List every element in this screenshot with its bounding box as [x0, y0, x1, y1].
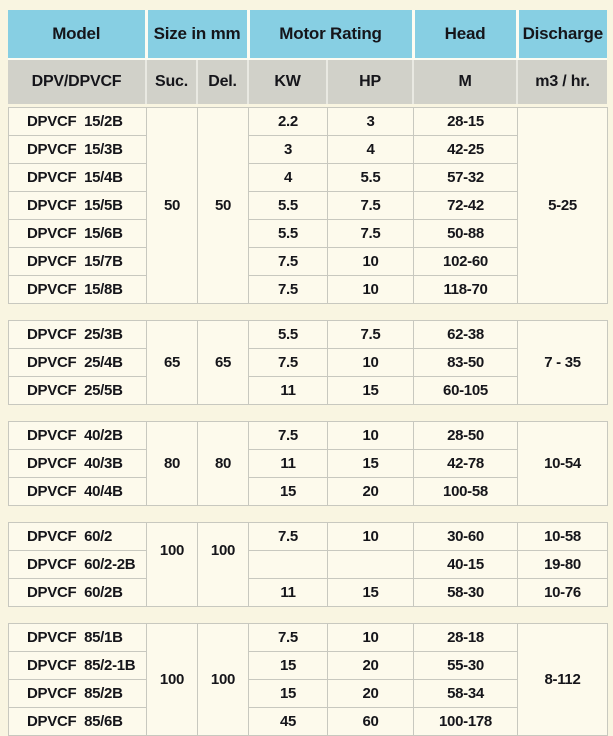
head-cell: 100-58 [414, 478, 518, 506]
kw-cell: 11 [249, 377, 328, 405]
col-header-model: Model [8, 10, 146, 59]
kw-cell: 7.5 [249, 349, 328, 377]
suction-size-cell: 65 [147, 321, 198, 405]
table-row [9, 624, 608, 652]
model-cell: DPVCF 85/2-1B [9, 652, 147, 680]
hp-cell: 20 [328, 680, 414, 708]
kw-cell: 7.5 [249, 523, 328, 551]
hp-cell: 3 [328, 108, 414, 136]
delivery-size-cell: 100 [198, 624, 249, 736]
head-cell: 62-38 [414, 321, 518, 349]
spec-table-group-5 [8, 623, 608, 736]
hp-cell: 15 [328, 450, 414, 478]
model-cell: DPVCF 15/4B [9, 164, 147, 192]
head-cell: 72-42 [414, 192, 518, 220]
subheader-delivery: Del. [197, 59, 248, 104]
model-cell: DPVCF 15/3B [9, 136, 147, 164]
col-header-discharge: Discharge [517, 10, 607, 59]
hp-cell: 7.5 [328, 220, 414, 248]
discharge-cell: 8-112 [518, 624, 608, 736]
kw-cell: 45 [249, 708, 328, 736]
model-cell: DPVCF 15/7B [9, 248, 147, 276]
head-cell: 30-60 [414, 523, 518, 551]
suction-size-cell: 100 [147, 523, 198, 607]
hp-cell: 20 [328, 478, 414, 506]
kw-cell: 5.5 [249, 321, 328, 349]
col-header-head: Head [413, 10, 517, 59]
kw-cell: 7.5 [249, 422, 328, 450]
model-cell: DPVCF 15/5B [9, 192, 147, 220]
model-cell: DPVCF 15/8B [9, 276, 147, 304]
model-cell: DPVCF 25/3B [9, 321, 147, 349]
hp-cell: 15 [328, 579, 414, 607]
kw-cell: 7.5 [249, 276, 328, 304]
discharge-cell: 5-25 [518, 108, 608, 304]
delivery-size-cell: 65 [198, 321, 249, 405]
kw-cell [249, 551, 328, 579]
spec-table-group-1 [8, 107, 608, 304]
head-cell: 118-70 [414, 276, 518, 304]
hp-cell: 4 [328, 136, 414, 164]
spec-table-header [8, 10, 607, 104]
delivery-size-cell: 100 [198, 523, 249, 607]
head-cell: 58-34 [414, 680, 518, 708]
hp-cell: 5.5 [328, 164, 414, 192]
head-cell: 42-25 [414, 136, 518, 164]
model-cell: DPVCF 85/2B [9, 680, 147, 708]
model-cell: DPVCF 60/2B [9, 579, 147, 607]
delivery-size-cell: 50 [198, 108, 249, 304]
suction-size-cell: 80 [147, 422, 198, 506]
head-cell: 40-15 [414, 551, 518, 579]
model-cell: DPVCF 15/6B [9, 220, 147, 248]
hp-cell: 10 [328, 349, 414, 377]
spec-table-group-4 [8, 522, 608, 607]
subheader-meters: M [413, 59, 517, 104]
head-cell: 42-78 [414, 450, 518, 478]
col-header-size: Size in mm [146, 10, 248, 59]
discharge-cell: 10-54 [518, 422, 608, 506]
col-header-motor-rating: Motor Rating [248, 10, 413, 59]
kw-cell: 5.5 [249, 192, 328, 220]
model-cell: DPVCF 85/1B [9, 624, 147, 652]
table-row [9, 579, 608, 607]
kw-cell: 15 [249, 680, 328, 708]
kw-cell: 2.2 [249, 108, 328, 136]
head-cell: 100-178 [414, 708, 518, 736]
kw-cell: 11 [249, 450, 328, 478]
hp-cell: 15 [328, 377, 414, 405]
head-cell: 28-50 [414, 422, 518, 450]
spec-table-group-3 [8, 421, 608, 506]
model-cell: DPVCF 85/6B [9, 708, 147, 736]
subheader-hp: HP [327, 59, 413, 104]
delivery-size-cell: 80 [198, 422, 249, 506]
model-cell: DPVCF 60/2 [9, 523, 147, 551]
discharge-cell: 10-58 [518, 523, 608, 551]
hp-cell: 10 [328, 248, 414, 276]
kw-cell: 4 [249, 164, 328, 192]
head-cell: 83-50 [414, 349, 518, 377]
kw-cell: 15 [249, 652, 328, 680]
model-cell: DPVCF 40/4B [9, 478, 147, 506]
suction-size-cell: 100 [147, 624, 198, 736]
model-cell: DPVCF 40/3B [9, 450, 147, 478]
hp-cell: 7.5 [328, 192, 414, 220]
hp-cell: 20 [328, 652, 414, 680]
head-cell: 57-32 [414, 164, 518, 192]
table-row [9, 523, 608, 551]
spec-table-group-2 [8, 320, 608, 405]
discharge-cell: 7 - 35 [518, 321, 608, 405]
hp-cell: 10 [328, 523, 414, 551]
model-cell: DPVCF 15/2B [9, 108, 147, 136]
table-row [9, 422, 608, 450]
head-cell: 28-15 [414, 108, 518, 136]
kw-cell: 15 [249, 478, 328, 506]
model-cell: DPVCF 25/4B [9, 349, 147, 377]
kw-cell: 5.5 [249, 220, 328, 248]
model-cell: DPVCF 40/2B [9, 422, 147, 450]
kw-cell: 7.5 [249, 624, 328, 652]
table-row [9, 551, 608, 579]
head-cell: 102-60 [414, 248, 518, 276]
kw-cell: 3 [249, 136, 328, 164]
kw-cell: 7.5 [249, 248, 328, 276]
spec-table-groups [8, 107, 613, 736]
hp-cell: 10 [328, 276, 414, 304]
head-cell: 50-88 [414, 220, 518, 248]
subheader-row [8, 59, 607, 104]
discharge-cell: 10-76 [518, 579, 608, 607]
kw-cell: 11 [249, 579, 328, 607]
head-cell: 60-105 [414, 377, 518, 405]
suction-size-cell: 50 [147, 108, 198, 304]
hp-cell: 10 [328, 624, 414, 652]
head-cell: 58-30 [414, 579, 518, 607]
table-row [9, 108, 608, 136]
subheader-kw: KW [248, 59, 327, 104]
subheader-suction: Suc. [146, 59, 197, 104]
hp-cell [328, 551, 414, 579]
header-row [8, 10, 607, 59]
hp-cell: 10 [328, 422, 414, 450]
table-row [9, 321, 608, 349]
hp-cell: 60 [328, 708, 414, 736]
subheader-model-series: DPV/DPVCF [8, 59, 146, 104]
hp-cell: 7.5 [328, 321, 414, 349]
subheader-m3-per-hr: m3 / hr. [517, 59, 607, 104]
head-cell: 55-30 [414, 652, 518, 680]
model-cell: DPVCF 60/2-2B [9, 551, 147, 579]
head-cell: 28-18 [414, 624, 518, 652]
discharge-cell: 19-80 [518, 551, 608, 579]
model-cell: DPVCF 25/5B [9, 377, 147, 405]
